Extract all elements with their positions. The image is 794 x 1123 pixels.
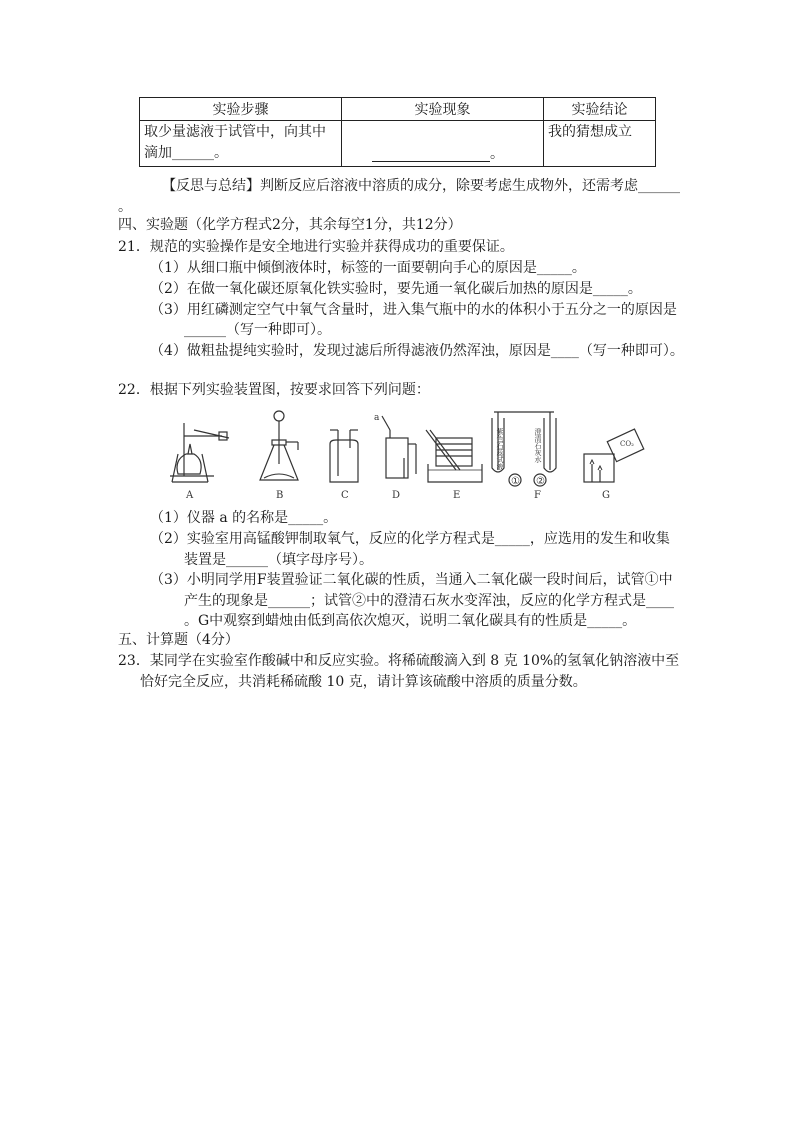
figure-label-d: D [392, 490, 401, 501]
q22-item-3-line-3: 。G中观察到蜡烛由低到高依次熄灭，说明二氧化碳具有的性质是_____。 [184, 613, 637, 629]
q22-item-3-line-1: （3）小明同学用F装置验证二氧化碳的性质，当通入二氧化碳一段时间后，试管①中 [150, 572, 673, 588]
q21-item-4: （4）做粗盐提纯实验时，发现过滤后所得滤液仍然浑浊，原因是____（写一种即可）。 [150, 343, 684, 359]
section-4-title: 四、实验题（化学方程式2分，其余每空1分，共12分） [118, 217, 462, 233]
q21-item-3-line-1: （3）用红磷测定空气中氧气含量时，进入集气瓶中的水的体积小于五分之一的原因是 [150, 302, 677, 318]
table-cell-conclusion: 我的猜想成立 [544, 121, 656, 167]
tube-2-mark: ② [536, 476, 545, 487]
q21-item-1: （1）从细口瓶中倾倒液体时，标签的一面要朝向手心的原因是_____。 [150, 260, 586, 276]
q22-item-3-line-2: 产生的现象是______；试管②中的澄清石灰水变浑浊，反应的化学方程式是____ [184, 593, 674, 609]
apparatus-g [584, 429, 644, 482]
apparatus-c [330, 430, 358, 482]
table-header-row [140, 98, 656, 121]
apparatus-e [426, 430, 482, 482]
q23-line-1: 23．某同学在实验室作酸碱中和反应实验。将稀硫酸滴入到 8 克 10%的氢氧化钠溶液中至 [118, 653, 680, 669]
figure-label-a: A [186, 490, 194, 501]
section-5-title: 五、计算题（4分） [118, 632, 239, 648]
apparatus-figure [164, 408, 650, 503]
instrument-a-mark: a [374, 413, 380, 423]
answer-blank [372, 147, 490, 162]
table-cell-step: 取少量滤液于试管中，向其中滴加______。 [140, 121, 342, 167]
q22-item-1: （1）仪器 a 的名称是_____。 [150, 510, 338, 526]
table-header-step: 实验步骤 [140, 98, 342, 121]
figure-label-f: F [534, 490, 541, 501]
reflection-line-1: 【反思与总结】判断反应后溶液中溶质的成分，除要考虑生成物外，还需考虑______ [162, 178, 680, 194]
experiment-table [139, 97, 656, 167]
apparatus-a [170, 423, 229, 482]
q21-item-3-line-2: ______（写一种即可）。 [184, 322, 331, 338]
table-header-conclusion: 实验结论 [544, 98, 656, 121]
figure-label-g: G [602, 490, 610, 501]
q22-item-2-line-1: （2）实验室用高锰酸钾制取氧气，反应的化学方程式是_____，应选用的发生和收集 [150, 531, 670, 547]
apparatus-d [382, 416, 416, 478]
reflection-line-2: 。 [118, 199, 132, 215]
co2-label: CO₂ [620, 440, 634, 448]
table-cell-phenomenon [342, 121, 544, 167]
q23-line-2: 恰好完全反应，共消耗稀硫酸 10 克，请计算该硫酸中溶质的质量分数。 [140, 674, 587, 690]
apparatus-b [260, 411, 298, 480]
q22-item-2-line-2: 装置是______（填字母序号）。 [184, 552, 373, 568]
table-row [140, 121, 656, 167]
q22-stem: 22．根据下列实验装置图，按要求回答下列问题： [118, 382, 430, 398]
q21-item-2: （2）在做一氧化碳还原氧化铁实验时，要先通一氧化碳后加热的原因是_____。 [150, 281, 642, 297]
figure-label-b: B [276, 490, 284, 501]
tube-1-text: 紫色石蕊试液 [496, 428, 504, 470]
tube-1-mark: ① [511, 476, 520, 487]
tube-2-text: 澄清石灰水 [534, 428, 542, 463]
table-header-phenomenon: 实验现象 [342, 98, 544, 121]
figure-label-e: E [453, 490, 461, 501]
figure-label-c: C [341, 490, 349, 501]
table-cell-phenomenon-suffix: 。 [490, 146, 504, 162]
apparatus-f [492, 412, 556, 487]
q21-stem: 21．规范的实验操作是安全地进行实验并获得成功的重要保证。 [118, 239, 514, 255]
